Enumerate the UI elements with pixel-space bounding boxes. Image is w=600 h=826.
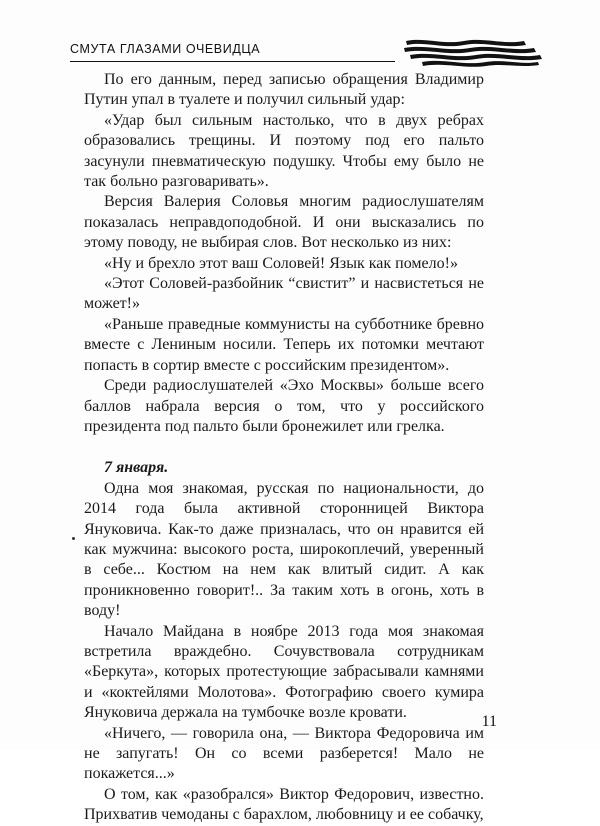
paragraph: Одна моя знакомая, русская по национальности, до 2014 года была активной сторонницей Виктора Януковича. Как-то даже призналась, что он нравится ей как мужчина: высокого роста, широкоплечий, уверенный в себе... Костюм на нем как влитый сидит. А как проникновенно говорит!.. За таким хоть в огонь, хоть в воду! [84,479,484,620]
body-text [84,70,484,826]
quote-paragraph: «Этот Соловей-разбойник “свистит” и насвистеться не может!» [84,275,484,313]
paragraph: О том, как «разобрался» Виктор Федорович, известно. Прихватив чемоданы с барахлом, любовницу и ее собачку, [84,785,484,824]
paragraph: Версия Валерия Соловья многим радиослушателям показалась неправдоподобной. И они высказались по этому поводу, не выбирая слов. Вот несколько из них: [84,193,484,252]
page-header [70,38,540,68]
header-rule [70,61,395,62]
paragraph: По его данным, перед записью обращения Владимир Путин упал в туалете и получил сильный удар: [84,71,484,109]
quote-paragraph: «Раньше праведные коммунисты на субботнике бревно вместе с Лениным носили. Теперь их потомки мечтают попасть в сортир вместе с российским президентом». [84,315,484,374]
date-heading: 7 января. [104,459,169,477]
print-speck [72,537,75,540]
paragraph: Начало Майдана в ноябре 2013 года моя знакомая встретила враждебно. Сочувствовала сотрудникам «Беркута», которых протестующие забрасывали камнями и «коктейлями Молотова». Фотографию своего кумира Януковича держала на тумбочке возле кровати. [84,622,484,722]
page-number: 11 [481,713,497,730]
flag-ornament-icon [404,38,544,68]
quote-paragraph: «Ну и брехло этот ваш Соловей! Язык как помело!» [104,254,458,272]
quote-paragraph: «Ничего, — говорила она, — Виктора Федоровича им не запугать! Он со всеми разберется! Мало не покажется...» [84,724,484,783]
running-title: СМУТА ГЛАЗАМИ ОЧЕВИДЦА [70,42,261,56]
paragraph: Среди радиослушателей «Эхо Москвы» больше всего баллов набрала версия о том, что у российского президента под пальто были бронежилет или грелка. [84,377,484,435]
quote-paragraph: «Удар был сильным настолько, что в двух ребрах образовались трещины. И поэтому под его пальто засунули пневматическую подушку. Чтобы ему было не так больно разговаривать». [84,111,484,191]
